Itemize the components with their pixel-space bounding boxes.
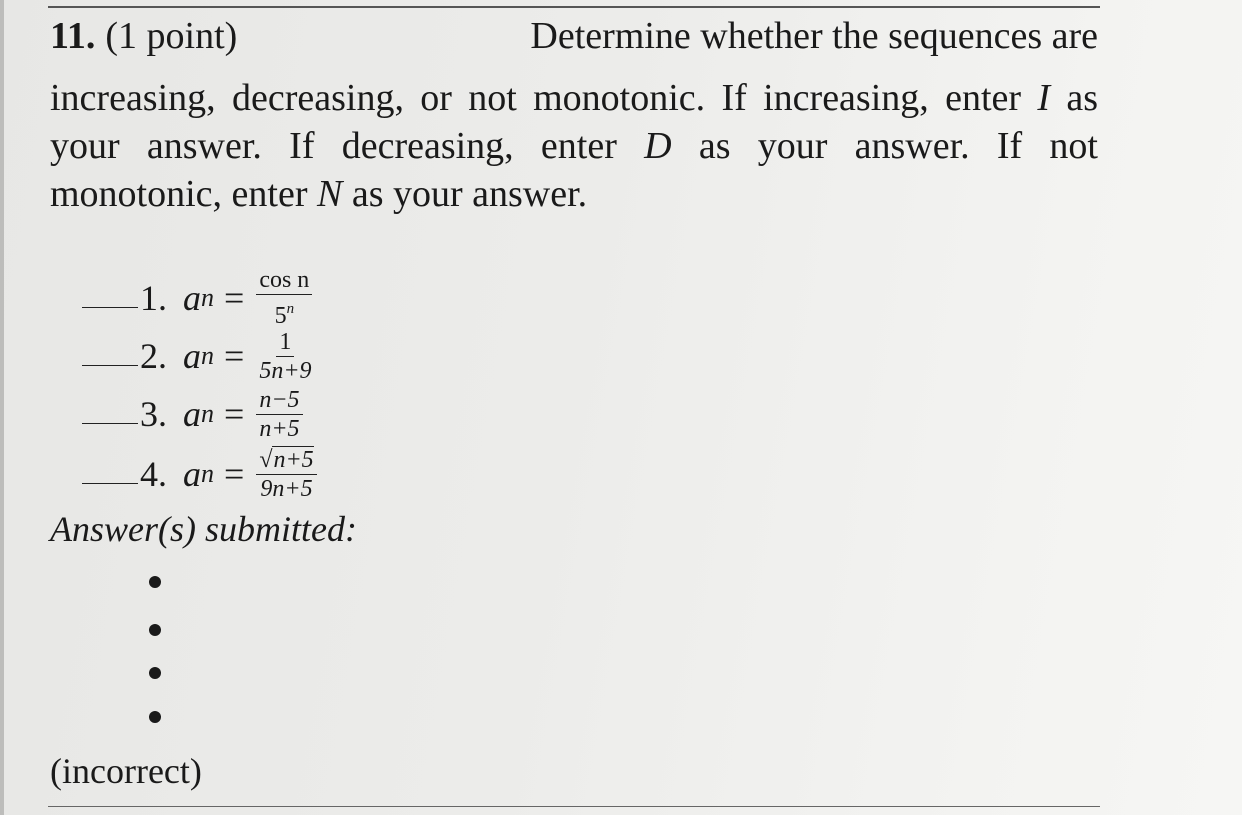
result-status: (incorrect) (50, 751, 202, 791)
instr-letter-d: D (644, 125, 672, 167)
top-rule (48, 6, 1100, 8)
fraction-denominator: n+5 (259, 415, 300, 442)
equals-sign: = (224, 278, 245, 318)
answer-blank-4[interactable] (82, 457, 138, 484)
item-number: 4. (140, 454, 167, 494)
fraction-denominator (272, 295, 298, 329)
equals-sign: = (224, 454, 245, 494)
answer-blank-3[interactable] (82, 397, 138, 424)
sequence-subscript: n (201, 283, 214, 312)
instr-letter-i: I (1037, 77, 1051, 119)
sequence-var: a (183, 394, 201, 434)
sequence-subscript: n (201, 341, 214, 370)
question-lead: Determine whether the sequences are (530, 15, 1098, 57)
item-number: 3. (140, 394, 167, 434)
sequence-var: a (183, 454, 201, 494)
instr-part-1: increasing, decreasing, or not monotonic. If increasing, enter (50, 77, 1038, 119)
denominator-exponent: n (286, 301, 295, 317)
answer-blank-2[interactable] (82, 339, 138, 366)
fraction-denominator: 5n+9 (259, 357, 312, 384)
fraction-denominator: 9n+5 (260, 475, 313, 502)
sequence-subscript: n (201, 459, 214, 488)
fraction (256, 329, 314, 384)
equals-sign: = (224, 336, 245, 376)
instr-part-3: as your answer. If not monotonic, enter (50, 125, 1098, 215)
sequence-item-2 (82, 328, 315, 384)
fraction (256, 447, 316, 502)
question-instructions (50, 74, 1098, 218)
question-points: (1 point) (105, 15, 238, 57)
denominator-base: 5 (274, 303, 287, 329)
item-number: 1. (140, 278, 167, 318)
radical-sign: √ (259, 446, 273, 473)
instr-part-2: as your answer. If decreasing, enter (50, 77, 1099, 167)
sequence-subscript: n (201, 399, 214, 428)
fraction-numerator: 1 (276, 329, 294, 357)
fraction (256, 267, 312, 329)
answers-submitted-label: Answer(s) submitted: (50, 509, 357, 549)
equals-sign: = (224, 394, 245, 434)
instr-part-4: as your answer. (342, 173, 588, 215)
item-number: 2. (140, 336, 167, 376)
sequence-item-1 (82, 267, 312, 329)
radicand: n+5 (273, 446, 314, 473)
question-header (50, 12, 1098, 60)
submitted-answer-bullet-4 (149, 711, 161, 723)
sequence-item-4 (82, 446, 317, 502)
fraction-numerator: n−5 (256, 387, 302, 415)
answer-blank-1[interactable] (82, 281, 138, 308)
question-number: 11. (50, 15, 96, 57)
instr-letter-n: N (316, 173, 343, 215)
bottom-rule (48, 806, 1100, 807)
sequence-var: a (183, 278, 201, 318)
submitted-answer-bullet-3 (149, 667, 161, 679)
page-edge (0, 0, 4, 815)
submitted-answer-bullet-1 (149, 576, 161, 588)
fraction-numerator (256, 447, 316, 475)
fraction (256, 387, 302, 442)
sequence-var: a (183, 336, 201, 376)
submitted-answer-bullet-2 (149, 624, 161, 636)
sequence-item-3 (82, 386, 303, 442)
fraction-numerator: cos n (256, 267, 312, 295)
